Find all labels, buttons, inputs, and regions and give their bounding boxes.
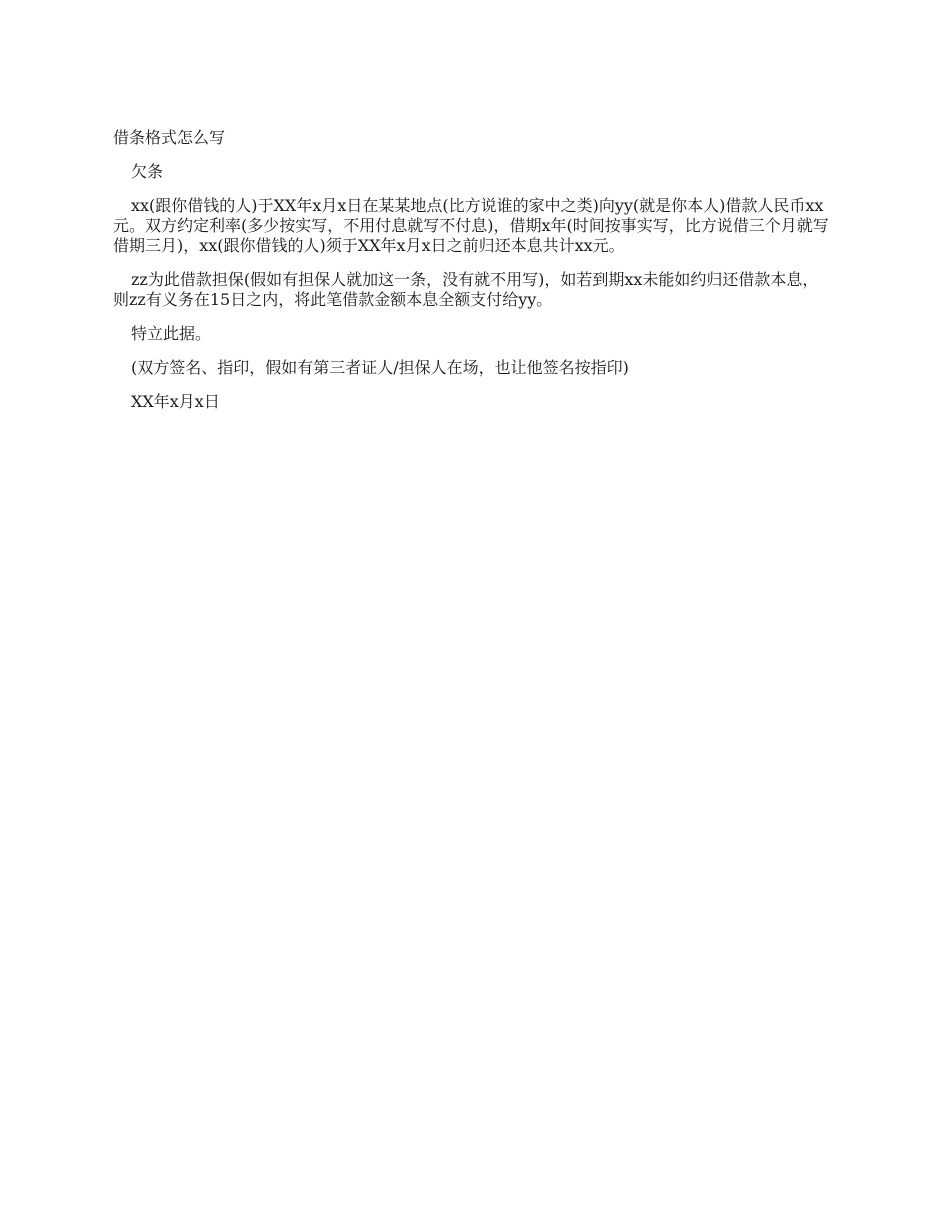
- paragraph-heading-iou: 欠条: [131, 162, 164, 181]
- paragraph-guarantor: zz为此借款担保(假如有担保人就加这一条，没有就不用写)，如若到期xx未能如约归还借款本息，则zz有义务在15日之内，将此笔借款金额本息全额支付给yy。: [113, 270, 819, 309]
- paragraph-declaration: 特立此据。: [131, 324, 212, 343]
- paragraph-date: XX年x月x日: [131, 392, 220, 411]
- paragraph-signature-note: (双方签名、指印，假如有第三者证人/担保人在场，也让他签名按指印): [131, 358, 629, 377]
- paragraph-loan-terms: xx(跟你借钱的人)于XX年x月x日在某某地点(比方说谁的家中之类)向yy(就是你本人)借款人民币xx元。双方约定利率(多少按实写，不用付息就写不付息)，借期x年(时间按事实写，比方说借三个月就写借期三月)，xx(跟你借钱的人)须于XX年x月x日之前归还本息共计xx元。: [113, 196, 829, 255]
- document-title: 借条格式怎么写: [113, 128, 226, 147]
